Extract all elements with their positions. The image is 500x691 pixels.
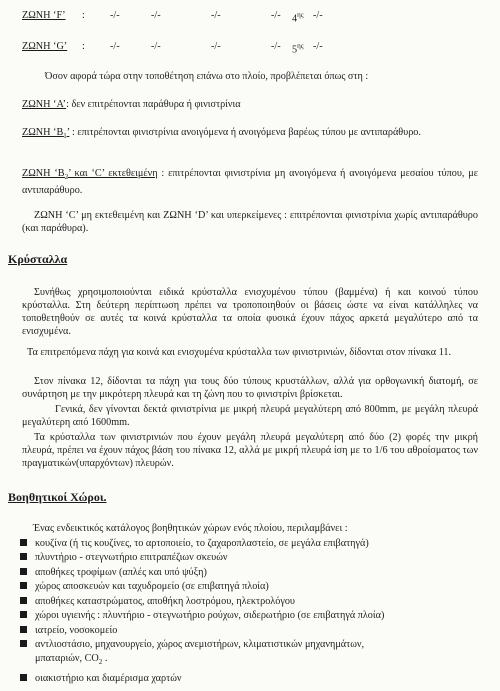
zone-b1-paragraph [22,126,478,143]
crystals-paragraph-5: Τα κρύσταλλα των φινιστρινιών που έχουν μεγάλη πλευρά μεγαλύτερη από δύο (2) φορές την μικρή πλευρά, πρέπει να έχουν πάχος βάση του πίνακα 12, αλλά με μικρή πλευρά ίση με το 1/6 του αθροίσματος των πραγματικών(υπαρχόντων) πλευρών. [22,432,478,469]
crystals-heading: Κρύσταλλα [8,252,68,266]
zone-f-ordinal: $4^{\eta\varsigma}$ [292,11,304,25]
list-item: αποθήκες τροφίμων (απλές και υπό ψύξη) [20,566,207,579]
zone-g-colon: : [82,41,85,52]
list-item: αποθήκες καταστρώματος, αποθήκη λοστρόμου, ηλεκτρολόγου [20,595,295,608]
zone-f-colon: : [82,10,85,21]
bullet-icon [20,597,27,604]
bullet-icon [20,674,27,681]
bullet-icon [20,626,27,633]
zone-f-value: -/- [313,10,323,21]
bullet-icon [20,539,27,546]
zone-g-value: -/- [151,41,161,52]
zone-b2c-paragraph [22,167,478,197]
list-item: αντλιοστάσιο, μηχανουργείο, χώρος ανεμιστήρων, κλιματιστικών μηχανημάτων, [20,638,478,651]
bullet-icon [20,553,27,560]
zone-cd-paragraph: ΖΩΝΗ ‘C’ μη εκτεθειμένη και ΖΩΝΗ ‘D’ και υπερκείμενες : επιτρέπονται φινιστρίνια χωρίς αντιπαράθυρο (και παράθυρα). [22,210,478,234]
list-item: κουζίνα (ή τις κουζίνες, το αρτοποιείο, το ζαχαροπλαστείο, σε μεγάλα επιβατηγά) [20,537,369,550]
zone-f-value: -/- [151,10,161,21]
list-item: οιακιστήριο και διαμέρισμα χαρτών [20,672,182,685]
list-item: χώροι υγιεινής : πλυντήριο - στεγνωτήριο ρούχων, σιδερωτήριο (σε επιβατηγά πλοία) [20,609,384,622]
crystals-paragraph-3: Στον πίνακα 12, δίδονται τα πάχη για τους δύο τύπους κρυστάλλων, αλλά για ορθογωνική διατομή, σε συνάρτηση με την μικρότερη πλευρά και τη ζώνη που το φινιστρίνι βρίσκεται. [22,376,478,400]
crystals-paragraph-4: Γενικά, δεν γίνονται δεκτά φινιστρίνια με μικρή πλευρά μεγαλύτερη από 800mm, με μεγάλη πλευρά μεγαλύτερη από 1600mm. [22,404,478,428]
zone-f-value: -/- [110,10,120,21]
zone-a-label: ΖΩΝΗ ‘A’ [22,99,67,110]
aux-intro: Ένας ενδεικτικός κατάλογος βοηθητικών χώρων ενός πλοίου, περιλαμβάνει : [33,523,348,534]
zone-f-label: ΖΩΝΗ ‘F’ [22,10,66,21]
list-item: χώρος αποσκευών και ταχυδρομείο (σε επιβατηγά πλοία) [20,580,269,593]
crystals-paragraph-2: Τα επιτρεπόμενα πάχη για κοινά και ενισχυμένα κρύσταλλα των φινιστρινιών, δίδονται στον πίνακα 11. [27,347,452,358]
zone-g-value: -/- [271,41,281,52]
zone-g-value: -/- [211,41,221,52]
list-item-continuation: μπαταριών, $CO_2$ . [35,653,108,667]
bullet-icon [20,568,27,575]
crystals-paragraph-1: Συνήθως χρησιμοποιούνται ειδικά κρύσταλλα ενισχυμένου τύπου (βαμμένα) ή και κοινού τύπου κρύσταλλα. Στη δεύτερη περίπτωση πρέπει να τροποποιηθούν οι βάσεις ώστε να είναι κατάλληλες να τοποθετηθούν σε αυτές τα κοινά κρύσταλλα τα οποία φυσικά έχουν πάχος αρκετά μεγαλύτερο από τα ενισχυμένα. [22,287,478,337]
list-item: ιατρείο, νοσοκομείο [20,624,117,637]
zone-b2c-label: ΖΩΝΗ ‘$B_2$’ και ‘C’ εκτεθειμένη [22,168,158,182]
zone-g-value: -/- [313,41,323,52]
zone-f-value: -/- [271,10,281,21]
zone-b1-label: ΖΩΝΗ ‘$B_1$’ [22,127,70,141]
bullet-icon [20,611,27,618]
placement-intro: Όσον αφορά τώρα στην τοποθέτηση επάνω στο πλοίο, προβλέπεται όπως στη : [45,71,369,82]
bullet-icon [20,640,27,647]
zone-a-line [22,98,241,111]
list-item: πλυντήριο - στεγνωτήριο επιτραπέζιων σκευών [20,551,228,564]
bullet-icon [20,582,27,589]
zone-a-text: : δεν επιτρέπονται παράθυρα ή φινιστρίνια [66,99,241,110]
zone-g-label: ΖΩΝΗ ‘G’ [22,41,68,52]
zone-f-value: -/- [211,10,221,21]
zone-g-value: -/- [110,41,120,52]
aux-heading: Βοηθητικοί Χώροι. [8,490,107,504]
zone-b1-text: : επιτρέπονται φινιστρίνια ανοιγόμενα ή ανοιγόμενα βαρέως τύπου με αντιπαράθυρο. [69,127,421,138]
zone-g-ordinal: $5^{\eta\varsigma}$ [292,42,304,56]
zone-b2c-text: : επιτρέπονται φινιστρίνια μη ανοιγόμενα ή ανοιγόμενα μεσαίου τύπου, με αντιπαράθυρο. [22,168,479,197]
